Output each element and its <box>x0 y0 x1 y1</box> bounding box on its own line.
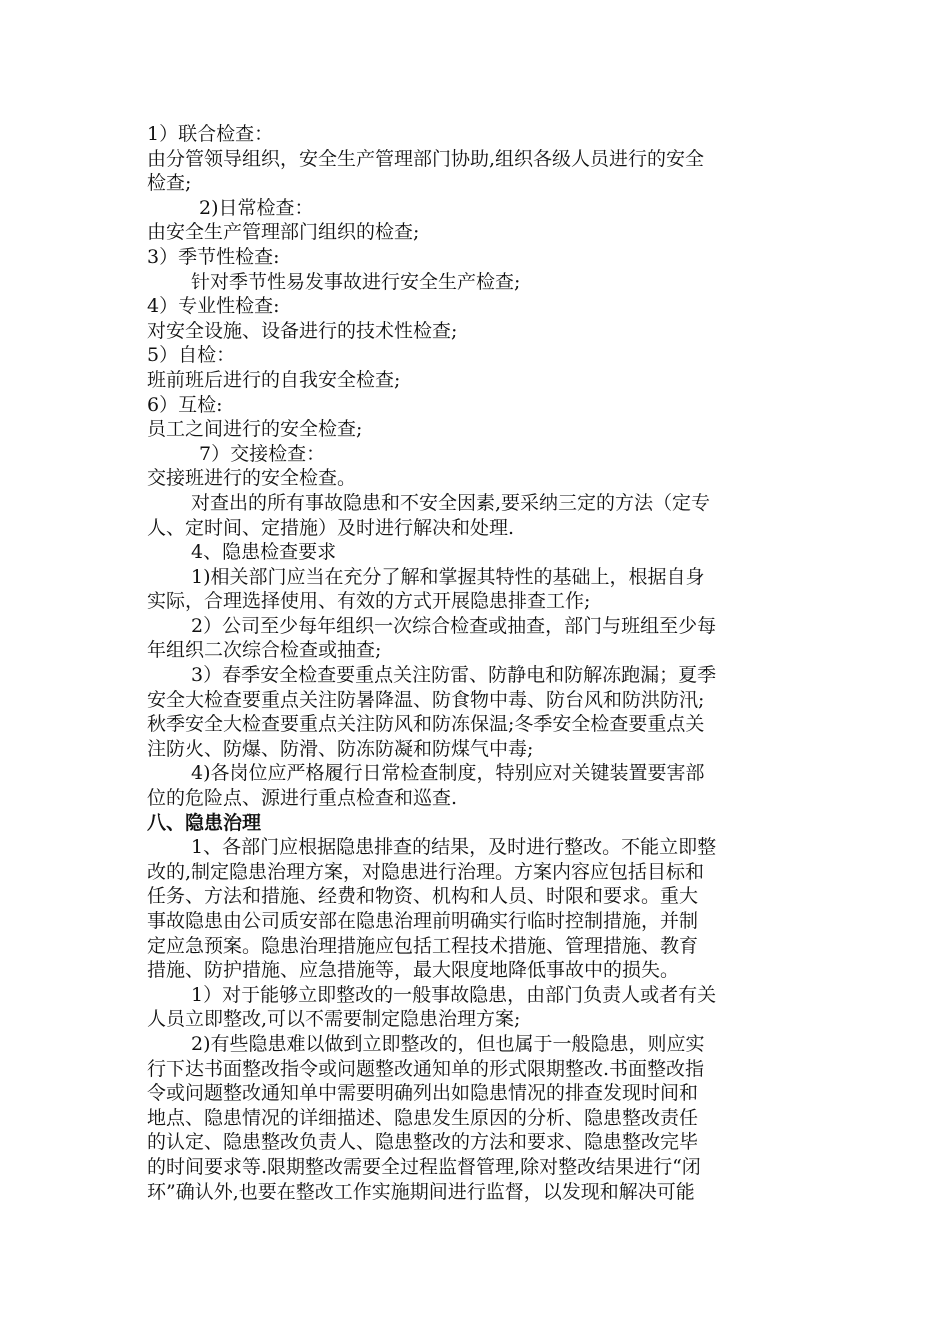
text-line: 1、各部门应根据隐患排查的结果，及时进行整改。不能立即整 <box>191 836 717 859</box>
text-line: 的时间要求等.限期整改需要全过程监督管理,除对整改结果进行“闭 <box>147 1155 701 1178</box>
text-line: 人、定时间、定措施）及时进行解决和处理. <box>147 516 515 539</box>
text-line: 员工之间进行的安全检查; <box>147 418 363 441</box>
text-line: 实际，合理选择使用、有效的方式开展隐患排查工作; <box>147 590 591 613</box>
text-line: 任务、方法和措施、经费和物资、机构和人员、时限和要求。重大 <box>147 885 699 908</box>
text-line: 位的危险点、源进行重点检查和巡查. <box>147 787 458 810</box>
text-line: 2)日常检查： <box>199 196 314 219</box>
text-line: 1）对于能够立即整改的一般事故隐患，由部门负责人或者有关 <box>191 983 717 1006</box>
text-line: 秋季安全大检查要重点关注防风和防冻保温;冬季安全检查要重点关 <box>147 713 705 736</box>
text-line: 对安全设施、设备进行的技术性检查; <box>147 319 458 342</box>
text-line: 2)有些隐患难以做到立即整改的，但也属于一般隐患，则应实 <box>191 1032 705 1055</box>
text-line: 年组织二次综合检查或抽查; <box>147 639 382 662</box>
text-line: 环”确认外,也要在整改工作实施期间进行监督，以发现和解决可能 <box>147 1180 695 1203</box>
text-line: 4）专业性检查: <box>147 295 280 318</box>
text-line: 行下达书面整改指令或问题整改通知单的形式限期整改.书面整改指 <box>147 1057 705 1080</box>
text-line: 检查; <box>147 172 192 195</box>
text-line: 安全大检查要重点关注防暑降温、防食物中毒、防台风和防洪防汛; <box>147 688 705 711</box>
text-line: 4、隐患检查要求 <box>191 541 337 564</box>
text-line: 1）联合检查： <box>147 123 274 145</box>
text-line: 的认定、隐患整改负责人、隐患整改的方法和要求、隐患整改完毕 <box>147 1131 699 1154</box>
text-line: 令或问题整改通知单中需要明确列出如隐患情况的排查发现时间和 <box>147 1082 699 1105</box>
text-line: 注防火、防爆、防滑、防冻防凝和防煤气中毒; <box>147 737 534 760</box>
text-line: 3）春季安全检查要重点关注防雷、防静电和防解冻跑漏；夏季 <box>191 664 717 687</box>
section-heading: 八、隐患治理 <box>147 811 262 834</box>
text-line: 1)相关部门应当在充分了解和掌握其特性的基础上，根据自身 <box>191 565 705 588</box>
document-page <box>147 122 809 1204</box>
text-line: 4)各岗位应严格履行日常检查制度，特别应对关键装置要害部 <box>191 762 705 785</box>
text-line: 由安全生产管理部门组织的检查; <box>147 221 420 244</box>
text-line: 措施、防护措施、应急措施等，最大限度地降低事故中的损失。 <box>147 959 680 982</box>
text-line: 人员立即整改,可以不需要制定隐患治理方案; <box>147 1008 521 1031</box>
text-line: 6）互检: <box>147 393 223 416</box>
text-line: 对查出的所有事故隐患和不安全因素,要采纳三定的方法（定专 <box>191 491 711 514</box>
text-line: 由分管领导组织，安全生产管理部门协助,组织各级人员进行的安全 <box>147 147 705 170</box>
text-line: 交接班进行的安全检查。 <box>147 467 357 490</box>
text-line: 班前班后进行的自我安全检查; <box>147 368 401 391</box>
text-line: 2）公司至少每年组织一次综合检查或抽查，部门与班组至少每 <box>191 614 717 637</box>
text-line: 7）交接检查： <box>199 442 326 465</box>
text-line: 事故隐患由公司质安部在隐患治理前明确实行临时控制措施，并制 <box>147 910 699 932</box>
text-line: 地点、隐患情况的详细描述、隐患发生原因的分析、隐患整改责任 <box>147 1106 699 1129</box>
text-line: 5）自检： <box>147 344 236 367</box>
text-line: 3）季节性检查: <box>147 245 280 268</box>
text-line: 针对季节性易发事故进行安全生产检查; <box>191 270 521 293</box>
text-line: 改的,制定隐患治理方案，对隐患进行治理。方案内容应包括目标和 <box>147 860 705 883</box>
text-line: 定应急预案。隐患治理措施应包括工程技术措施、管理措施、教育 <box>147 934 699 957</box>
